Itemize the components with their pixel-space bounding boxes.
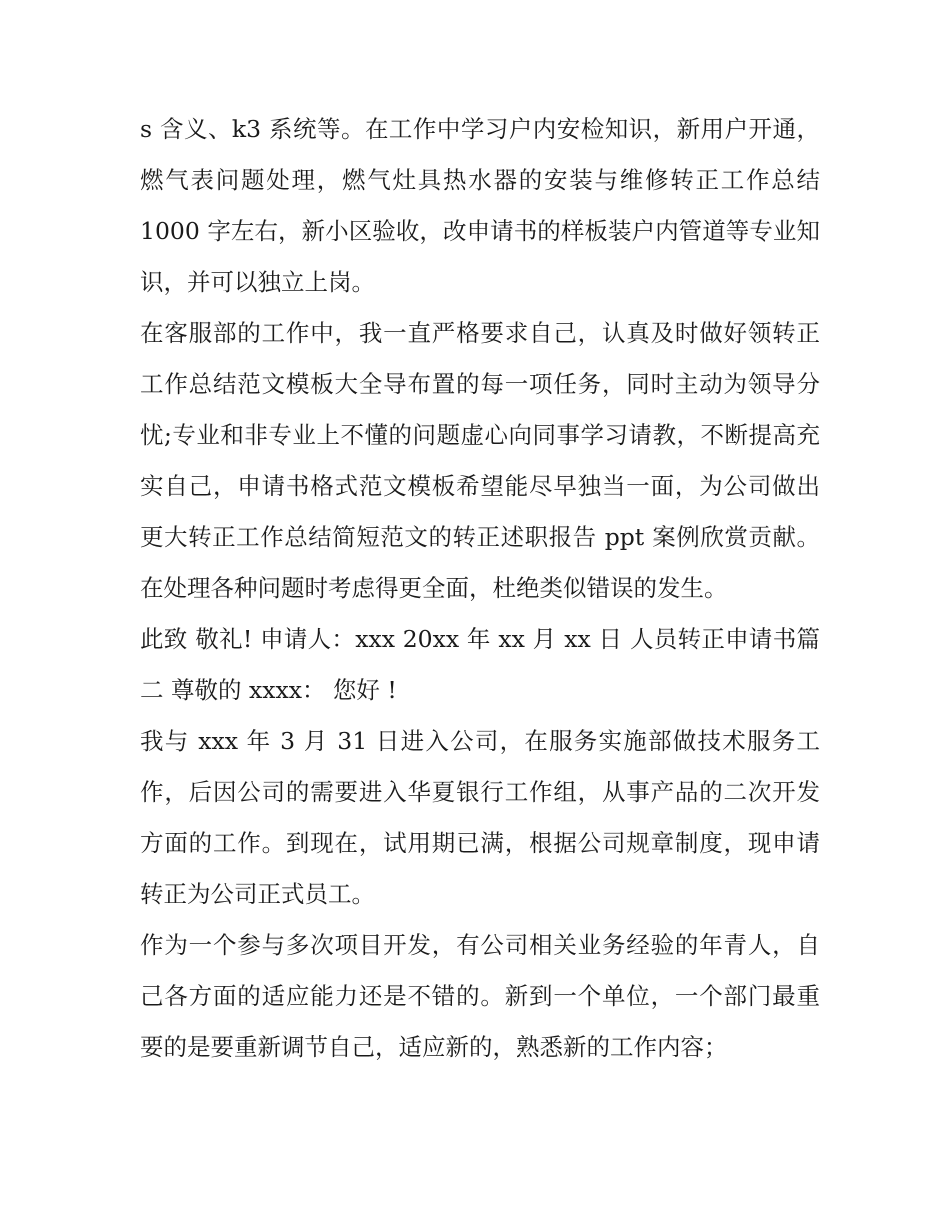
document-body xyxy=(140,104,820,1073)
paragraph-5: 作为一个参与多次项目开发，有公司相关业务经验的年青人，自己各方面的适应能力还是不错的。新到一个单位，一个部门最重要的是要重新调节自己，适应新的，熟悉新的工作内容； xyxy=(140,931,820,1061)
paragraph-3: 此致 敬礼! 申请人：xxx 20xx 年 xx 月 xx 日 人员转正申请书篇二 尊敬的 xxxx： 您好 ! xyxy=(140,625,820,704)
paragraph-4: 我与 xxx 年 3 月 31 日进入公司，在服务实施部做技术服务工作，后因公司的需要进入华夏银行工作组，从事产品的二次开发方面的工作。到现在，试用期已满，根据公司规章制度，现申请转正为公司正式员工。 xyxy=(140,727,820,908)
paragraph-1: s 含义、k3 系统等。在工作中学习户内安检知识，新用户开通，燃气表问题处理，燃气灶具热水器的安装与维修转正工作总结 1000 字左右，新小区验收，改申请书的样板装户内管道等专业知识，并可以独立上岗。 xyxy=(140,115,820,296)
paragraph-2: 在客服部的工作中，我一直严格要求自己，认真及时做好领转正工作总结范文模板大全导布置的每一项任务，同时主动为领导分忧;专业和非专业上不懂的问题虚心向同事学习请教，不断提高充实自己，申请书格式范文模板希望能尽早独当一面，为公司做出更大转正工作总结简短范文的转正述职报告 ppt 案例欣赏贡献。在处理各种问题时考虑得更全面，杜绝类似错误的发生。 xyxy=(140,319,820,602)
